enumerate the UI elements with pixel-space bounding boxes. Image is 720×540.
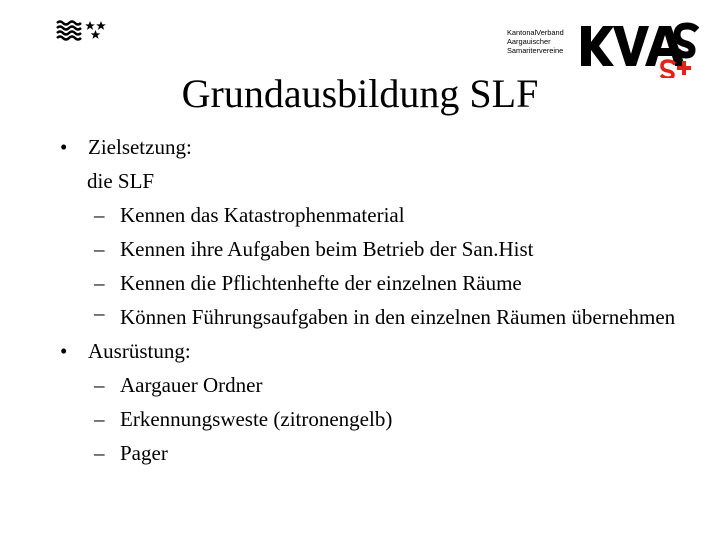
dash-text: Aargauer Ordner xyxy=(120,373,263,397)
bullet-item xyxy=(60,130,700,164)
bullet-mark: • xyxy=(60,135,68,159)
dash-mark: – xyxy=(94,271,105,295)
dash-item xyxy=(60,402,700,436)
dash-mark: – xyxy=(94,441,105,465)
dash-item xyxy=(60,198,700,232)
dash-text: Kennen die Pflichtenhefte der einzelnen Räume xyxy=(120,271,522,295)
dash-mark: – xyxy=(94,203,105,227)
bullet-item xyxy=(60,334,700,368)
kvas-line: Aargauischer xyxy=(507,37,551,46)
dash-item xyxy=(60,232,700,266)
kvas-logo-text xyxy=(507,28,579,55)
aargau-waves-stars-icon xyxy=(56,18,112,42)
dash-item xyxy=(60,266,700,300)
bullet-continuation: die SLF xyxy=(87,169,155,193)
slide-title: Grundausbildung SLF xyxy=(181,71,539,116)
dash-text: Erkennungsweste (zitronengelb) xyxy=(120,407,393,431)
dash-text: Kennen ihre Aufgaben beim Betrieb der San.Hist xyxy=(120,237,534,261)
dash-mark: – xyxy=(94,237,105,261)
dash-item xyxy=(60,300,700,334)
dash-text: Können Führungsaufgaben in den einzelnen Räumen übernehmen xyxy=(120,305,676,329)
kvas-line: KantonalVerband xyxy=(507,28,564,37)
dash-mark: – xyxy=(94,301,105,325)
dash-item xyxy=(60,368,700,402)
kvas-line: Samaritervereine xyxy=(507,46,564,55)
dash-text: Pager xyxy=(120,441,168,465)
dash-mark: – xyxy=(94,373,105,397)
dash-item xyxy=(60,436,700,470)
bullet-text: Zielsetzung: xyxy=(88,135,192,159)
dash-text: Kennen das Katastrophenmaterial xyxy=(120,203,405,227)
dash-mark: – xyxy=(94,407,105,431)
bullet-mark: • xyxy=(60,339,68,363)
slide-body xyxy=(60,130,700,470)
bullet-text: Ausrüstung: xyxy=(88,339,191,363)
